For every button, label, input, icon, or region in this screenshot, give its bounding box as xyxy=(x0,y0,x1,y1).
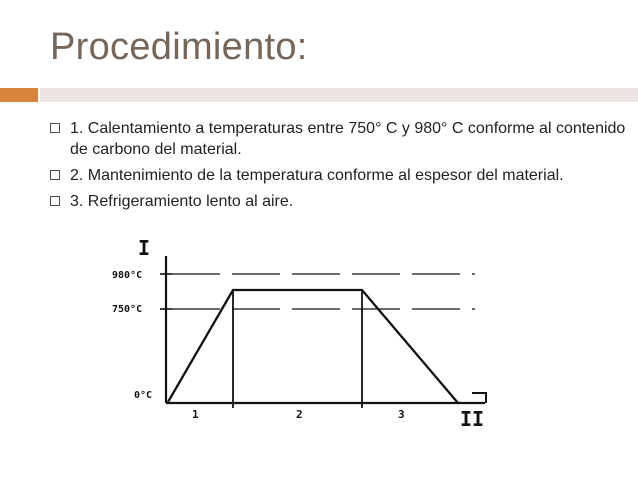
title-accent-bar xyxy=(0,88,38,102)
bullet-text: 2. Mantenimiento de la temperatura conforme al espesor del material. xyxy=(70,167,564,184)
temperature-profile xyxy=(168,290,458,403)
square-bullet-icon xyxy=(50,196,60,206)
bullet-item xyxy=(50,165,630,186)
bullet-text: 3. Refrigeramiento lento al aire. xyxy=(70,193,294,210)
x-axis-symbol: II xyxy=(460,407,485,431)
y-axis-symbol: I xyxy=(138,238,151,260)
y-label-750: 750°C xyxy=(112,304,143,315)
x-axis-arrow xyxy=(472,393,486,403)
bullet-text: 1. Calentamiento a temperaturas entre 750° C y 980° C conforme al contenido de carbono del material. xyxy=(70,120,626,158)
bullet-item xyxy=(50,191,630,212)
bullet-item xyxy=(50,118,630,160)
y-label-980: 980°C xyxy=(112,270,143,281)
stage-label-3: 3 xyxy=(398,408,405,421)
title-underline-bar xyxy=(40,88,638,102)
heat-treatment-diagram xyxy=(100,238,500,438)
square-bullet-icon xyxy=(50,123,60,133)
stage-label-2: 2 xyxy=(296,408,303,421)
slide-title: Procedimiento: xyxy=(50,26,308,68)
y-label-0: 0°C xyxy=(134,390,153,401)
stage-label-1: 1 xyxy=(192,408,199,421)
square-bullet-icon xyxy=(50,170,60,180)
bullet-list xyxy=(50,118,630,217)
